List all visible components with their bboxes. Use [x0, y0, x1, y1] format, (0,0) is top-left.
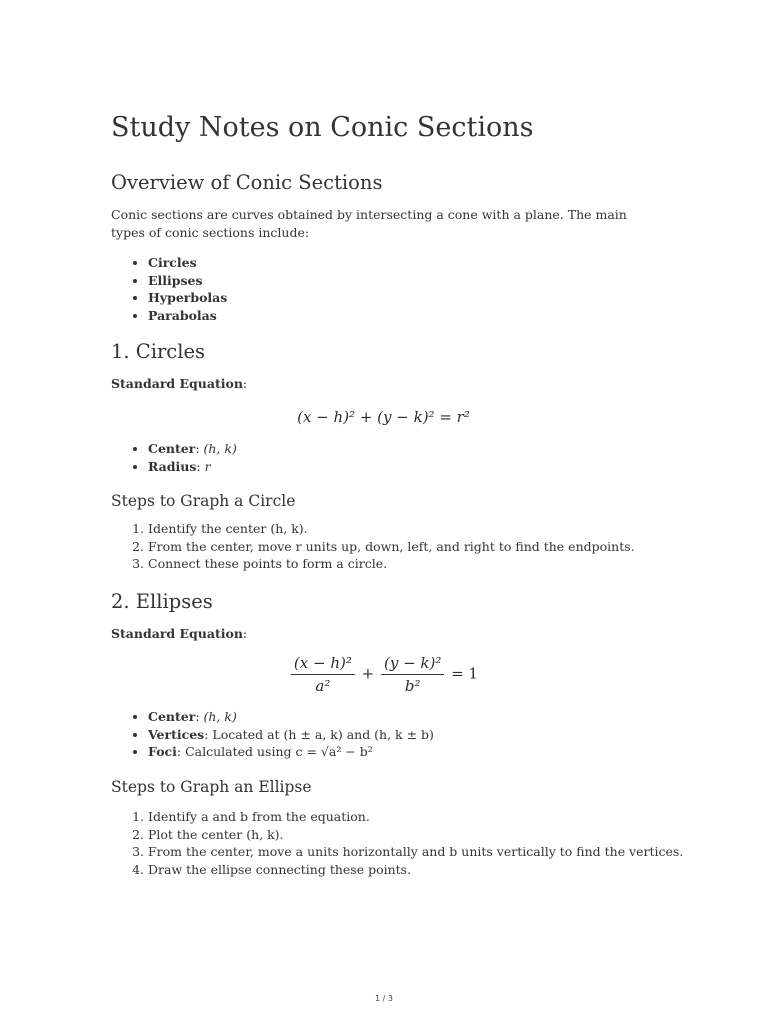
conic-types-list — [111, 254, 227, 324]
list-item: • Foci: Calculated using c = √a² − b² — [148, 743, 434, 761]
overview-intro: Conic sections are curves obtained by intersecting a cone with a plane. The main types of conic sections include: — [111, 207, 627, 240]
list-item: • Hyperbolas — [148, 289, 227, 307]
list-item: 3. From the center, move a units horizontally and b units vertically to find the vertices. — [148, 843, 683, 861]
circle-standard-equation-label: Standard Equation: — [111, 376, 248, 391]
list-item: 2. Plot the center (h, k). — [148, 826, 683, 844]
circle-properties-list — [111, 440, 237, 475]
list-item: • Parabolas — [148, 307, 227, 325]
list-item: 3. Connect these points to form a circle. — [148, 555, 635, 573]
page-title: Study Notes on Conic Sections — [111, 112, 534, 143]
ellipse-properties-list — [111, 708, 434, 761]
list-item: 1. Identify a and b from the equation. — [148, 808, 683, 826]
ellipse-equation: $\frac{\text{(x − h)²}}{\text{a²}}$ + $\frac{\text{(y − k)²}}{\text{b²}}$ = 1 — [111, 654, 656, 695]
list-item: 1. Identify the center (h, k). — [148, 520, 635, 538]
circle-equation: (x − h)² + (y − k)² = r² — [297, 408, 470, 426]
ellipse-steps-list — [111, 808, 683, 878]
list-item: • Center: (h, k) — [148, 708, 434, 726]
list-item: • Center: (h, k) — [148, 440, 237, 458]
list-item: • Ellipses — [148, 272, 227, 290]
overview-heading: Overview of Conic Sections — [111, 171, 383, 194]
circles-heading: 1. Circles — [111, 340, 205, 363]
circle-steps-heading: Steps to Graph a Circle — [111, 492, 296, 510]
circle-steps-list — [111, 520, 635, 573]
ellipse-steps-heading: Steps to Graph an Ellipse — [111, 778, 312, 796]
ellipse-fraction-y: $\frac{\text{(y − k)²}}{\text{b²}}$ — [381, 654, 444, 695]
list-item: • Vertices: Located at (h ± a, k) and (h, k ± b) — [148, 726, 434, 744]
list-item: • Circles — [148, 254, 227, 272]
ellipse-fraction-x: $\frac{\text{(x − h)²}}{\text{a²}}$ — [291, 654, 355, 695]
list-item: • Radius: r — [148, 458, 237, 476]
list-item: 4. Draw the ellipse connecting these points. — [148, 861, 683, 879]
list-item: 2. From the center, move r units up, down, left, and right to find the endpoints. — [148, 538, 635, 556]
ellipse-standard-equation-label: Standard Equation: — [111, 626, 248, 641]
ellipses-heading: 2. Ellipses — [111, 590, 213, 613]
page-indicator: 1 / 3 — [375, 994, 393, 1003]
